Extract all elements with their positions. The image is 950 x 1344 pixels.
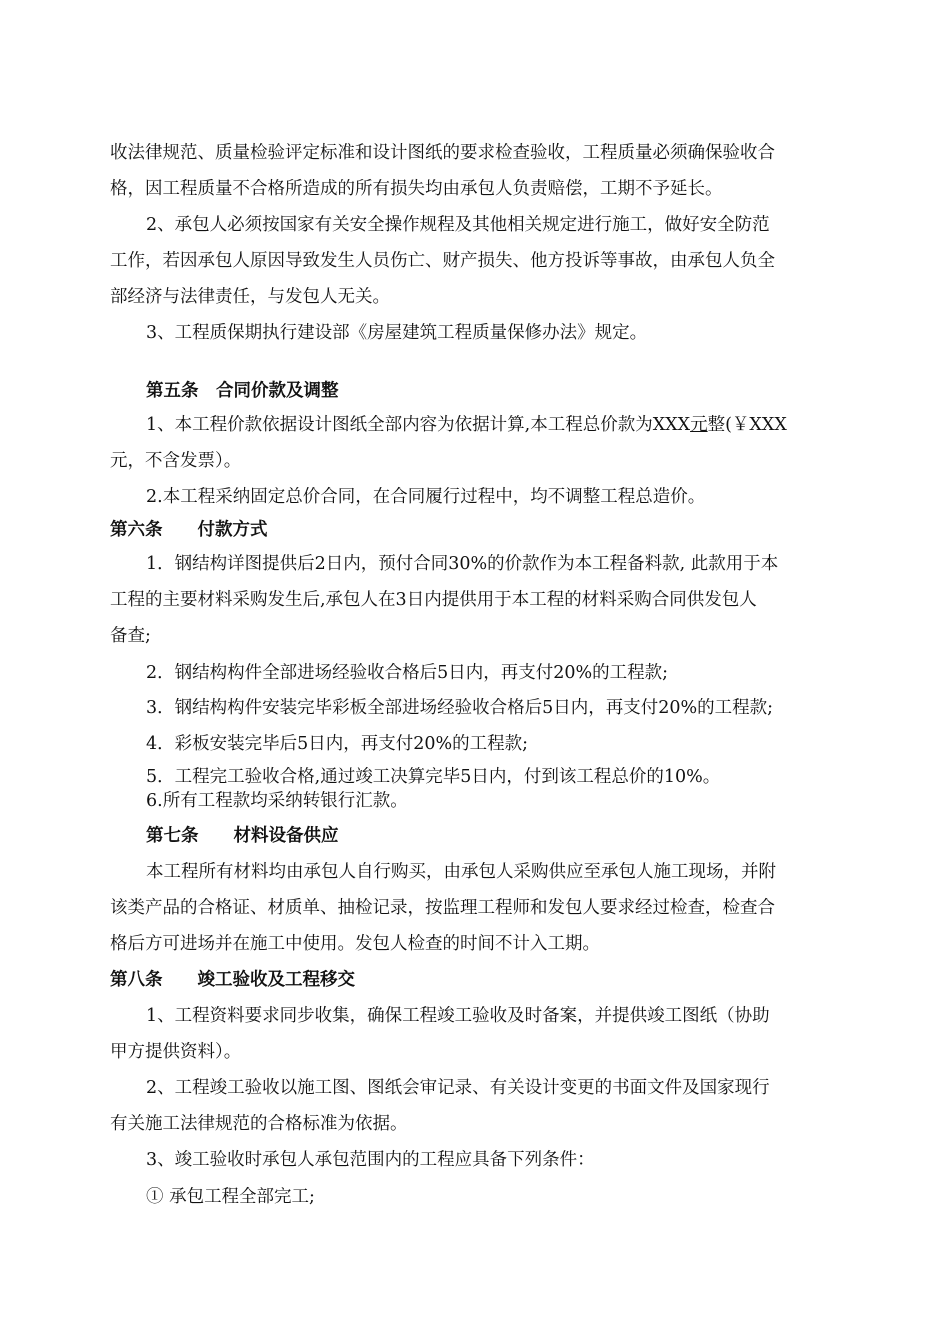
underlined-text: 元 xyxy=(690,415,708,435)
paragraph-line: 备查; xyxy=(110,626,151,646)
paragraph-line: 元，不含发票）。 xyxy=(110,451,242,471)
paragraph-line: 工程的主要材料采购发生后,承包人在3日内提供用于本工程的材料采购合同供发包人 xyxy=(110,590,757,610)
article-8-item-3: 3、竣工验收时承包人承包范围内的工程应具备下列条件： xyxy=(146,1150,595,1170)
article-5-heading: 第五条 合同价款及调整 xyxy=(146,381,339,401)
article-6-item-2: 2．钢结构构件全部进场经验收合格后5日内，再支付20%的工程款; xyxy=(146,663,669,683)
paragraph-line: 部经济与法律责任，与发包人无关。 xyxy=(110,287,390,307)
paragraph-line: 2、承包人必须按国家有关安全操作规程及其他相关规定进行施工，做好安全防范 xyxy=(146,215,770,235)
article-6-item-3: 3．钢结构构件安装完毕彩板全部进场经验收合格后5日内，再支付20%的工程款; xyxy=(146,698,774,718)
article-5-item-2: 2.本工程采纳固定总价合同，在合同履行过程中，均不调整工程总造价。 xyxy=(146,487,706,507)
article-8-heading: 第八条 竣工验收及工程移交 xyxy=(110,970,355,990)
article-7-heading: 第七条 材料设备供应 xyxy=(146,826,339,846)
article-6-item-6: 6.所有工程款均采纳转银行汇款。 xyxy=(146,791,408,811)
article-6-item-5: 5．工程完工验收合格,通过竣工决算完毕5日内，付到该工程总价的10%。 xyxy=(146,767,721,787)
paragraph-line: 该类产品的合格证、材质单、抽检记录，按监理工程师和发包人要求经过检查，检查合 xyxy=(110,898,775,918)
article-5-item-1 xyxy=(146,414,845,436)
paragraph-line: 格，因工程质量不合格所造成的所有损失均由承包人负责赔偿，工期不予延长。 xyxy=(110,179,723,199)
paragraph-line: 甲方提供资料）。 xyxy=(110,1042,242,1062)
paragraph-line: 3、工程质保期执行建设部《房屋建筑工程质量保修办法》规定。 xyxy=(146,323,648,343)
paragraph-line: 收法律规范、质量检验评定标准和设计图纸的要求检查验收，工程质量必须确保验收合 xyxy=(110,143,775,163)
paragraph-line: 有关施工法律规范的合格标准为依据。 xyxy=(110,1114,408,1134)
article-6-item-4: 4．彩板安装完毕后5日内，再支付20%的工程款; xyxy=(146,734,529,754)
text-span: 整(￥XXX xyxy=(707,415,787,435)
article-8-item-1: 1、工程资料要求同步收集，确保工程竣工验收及时备案，并提供竣工图纸（协助 xyxy=(146,1006,770,1026)
text-span: 1、本工程价款依据设计图纸全部内容为依据计算,本工程总价款为XXX xyxy=(146,415,691,435)
article-8-item-2: 2、工程竣工验收以施工图、图纸会审记录、有关设计变更的书面文件及国家现行 xyxy=(146,1078,770,1098)
article-6-item-1: 1．钢结构详图提供后2日内，预付合同30%的价款作为本工程备料款, 此款用于本 xyxy=(146,554,779,574)
article-6-heading: 第六条 付款方式 xyxy=(110,520,268,540)
paragraph-line: 本工程所有材料均由承包人自行购买，由承包人采购供应至承包人施工现场，并附 xyxy=(146,862,776,882)
paragraph-line: 格后方可进场并在施工中使用。发包人检查的时间不计入工期。 xyxy=(110,934,600,954)
paragraph-line: 工作，若因承包人原因导致发生人员伤亡、财产损失、他方投诉等事故，由承包人负全 xyxy=(110,251,775,271)
article-8-sub-item-1: ① 承包工程全部完工; xyxy=(146,1187,315,1207)
